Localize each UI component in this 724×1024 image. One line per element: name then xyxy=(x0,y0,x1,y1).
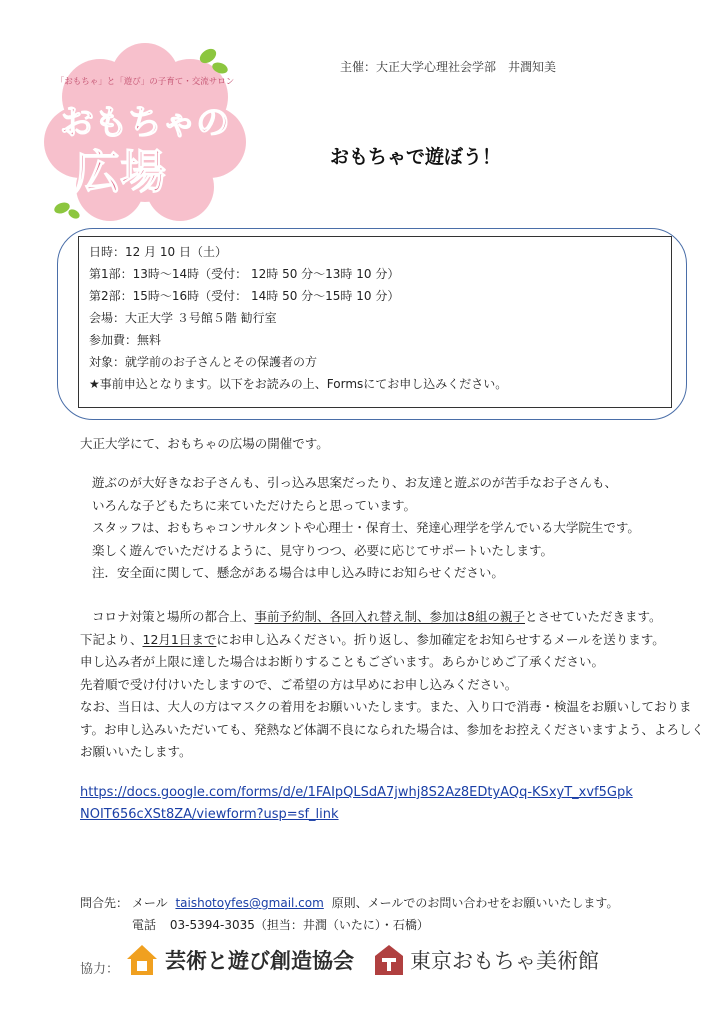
mail-label: メール xyxy=(131,896,168,910)
contact-phone-line xyxy=(80,914,618,936)
mail-note: 原則、メールでのお問い合わせをお願いいたします。 xyxy=(331,896,619,910)
notice-line xyxy=(80,606,680,629)
form-link[interactable]: https://docs.google.com/forms/d/e/1FAIpQLSdA7jwhj8S2Az8EDtyAQq-KSxyT_xvf5GpkNOIT656cXSt8ZA/viewform?usp=sf_link xyxy=(80,785,633,822)
reservation-rule: 事前予約制、各回入れ替え制、参加は8組の親子 xyxy=(254,609,525,624)
phone-label: 電話 xyxy=(132,918,157,932)
contact-label: 問合先： xyxy=(80,896,129,910)
cooperation-org-2 xyxy=(374,944,599,976)
cooperation-label: 協力： xyxy=(80,961,120,977)
cooperation-section xyxy=(80,940,599,980)
notice-line: 申し込み者が上限に達した場合はお断りすることもございます。あらかじめご了承ください。 xyxy=(80,654,605,669)
logo-name-line2: 広場 xyxy=(74,145,166,199)
info-notice: ★事前申込となります。以下をお読みの上、Formsにてお申し込みください。 xyxy=(89,377,508,391)
notice-text: とさせていただきます。 xyxy=(524,609,662,624)
info-date: 日時：12 月 10 日（土） xyxy=(89,245,227,259)
notice-text: 下記より、 xyxy=(80,631,143,647)
cooperation-org-1 xyxy=(125,943,354,977)
notice-line xyxy=(80,629,680,652)
logo-name-line1: おもちゃの xyxy=(60,103,230,143)
notice-line: お願いいたします。 xyxy=(80,744,192,759)
description-line: 注．安全面に関して、懸念がある場合は申し込み時にお知らせください。 xyxy=(92,565,504,580)
flower-logo-icon xyxy=(40,42,250,222)
house-icon xyxy=(125,943,159,977)
notice-paragraph xyxy=(80,606,705,764)
org-1-name: 芸術と遊び創造協会 xyxy=(165,949,355,973)
logo-tagline: 「おもちゃ」と「遊び」の子育て・交流サロン xyxy=(55,77,235,87)
contact-mail-line xyxy=(80,892,618,914)
description-line: スタッフは、おもちゃコンサルタントや心理士・保育士、発達心理学を学んでいる大学院生です。 xyxy=(92,520,640,535)
description-line: いろんな子どもたちに来ていただけたらと思っています。 xyxy=(92,497,417,513)
organizer-text: 主催：大正大学心理社会学部 井潤知美 xyxy=(340,60,557,74)
info-fee: 参加費：無料 xyxy=(89,333,162,347)
logo xyxy=(40,42,250,222)
deadline: 12月1日まで xyxy=(142,631,217,647)
info-venue: 会場：大正大学 ３号館５階 勧行室 xyxy=(89,311,277,325)
notice-text: コロナ対策と場所の都合上、 xyxy=(92,609,255,624)
org-2-name: 東京おもちゃ美術館 xyxy=(410,949,600,973)
info-target: 対象：就学前のお子さんとその保護者の方 xyxy=(89,355,318,369)
contact-section xyxy=(80,892,618,936)
info-session-1: 第1部：13時～14時（受付： 12時 50 分～13時 10 分） xyxy=(89,267,400,281)
info-box xyxy=(78,236,672,408)
notice-text: にお申し込みください。折り返し、参加確定をお知らせするメールを送ります。 xyxy=(216,631,665,647)
description-paragraph xyxy=(92,472,640,585)
museum-icon xyxy=(374,944,404,976)
email-link[interactable]: taishotoyfes@gmail.com xyxy=(175,896,324,910)
notice-line: なお、当日は、大人の方はマスクの着用をお願いいたします。また、入り口で消毒・検温をお願いしておりま xyxy=(80,699,692,714)
intro-text: 大正大学にて、おもちゃの広場の開催です。 xyxy=(80,436,329,451)
notice-line: 先着順で受け付けいたしますので、ご希望の方は早めにお申し込みください。 xyxy=(80,676,518,692)
page-title: おもちゃで遊ぼう！ xyxy=(330,146,502,168)
notice-line: す。お申し込みいただいても、発熱など体調不良になられた場合は、参加をお控えくださいますよう、よろしく xyxy=(80,721,705,737)
description-line: 遊ぶのが大好きなお子さんも、引っ込み思案だったり、お友達と遊ぶのが苦手なお子さんも、 xyxy=(92,475,618,490)
description-line: 楽しく遊んでいただけるように、見守りつつ、必要に応じてサポートいたします。 xyxy=(92,542,554,558)
info-session-2: 第2部：15時～16時（受付： 14時 50 分～15時 10 分） xyxy=(89,289,400,303)
phone-number: 03-5394-3035（担当：井潤（いたに）・石橋） xyxy=(169,918,429,932)
